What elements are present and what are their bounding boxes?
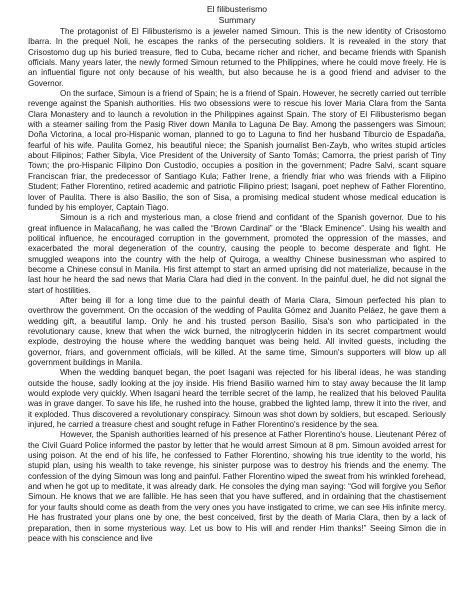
document-subtitle: Summary — [218, 15, 256, 25]
paragraph-3: Simoun is a rich and mysterious man, a close friend and confidant of the Spanish governor. Due to his great influence in Malacañang, he was called the “Brown Cardinal” or the “Black Eminence”. Using his wealth and political influence, he encouraged corruption in the government, promoted the oppression of the masses, and exacerbated the moral degeneration of the country, causing the people to become desperate and fight. He smuggled weapons into the country with the help of Quiroga, a wealthy Chinese businessman who aspired to become a Chinese consul in Manila. His first attempt to start an armed uprising did not materialize, because in the last hour he heard the sad news that Maria Clara had died in the convent. In the painful duel, he did not signal the start of hostilities. — [28, 213, 446, 295]
document-body — [28, 27, 446, 544]
paragraph-4: After being ill for a long time due to the painful death of Maria Clara, Simoun perfected his plan to overthrow the government. On the occasion of the wedding of Paulita Gómez and Juanito Peláez, he gave them a wedding gift, a beautiful lamp. Only he and his trusted person Basilio, Sisa's son who participated in the revolutionary cause, knew that when the wick burned, the nitroglycerin hidden in its secret compartment would explode, destroying the house where the wedding banquet was being held. All invited guests, including the governor, friars, and government officials, will be killed. At the same time, Simoun's supporters will blow up all government buildings in Manila. — [28, 295, 446, 367]
paragraph-6: However, the Spanish authorities learned of his presence at Father Florentino's house. Lieutenant Pérez of the Civil Guard Police informed the pastor by letter that he would arrest Simoun at 8 pm. Simoun avoided arrest for using poison. At the end of his life, he confessed to Father Florentino, showing his true identity to the world, his stupid plan, using his wealth to take revenge, his sinister purpose was to destroy his friends and the enemy. The confession of the dying Simoun was long and painful. Father Florentino wiped the sweat from his wrinkled forehead, and when he got up to meditate, it was already dark. He consoles the dying man saying: “God will forgive you Señor Simoun. He knows that we are fallible. He has seen that you have suffered, and in ordaining that the chastisement for your faults should come as death from the very ones you have instigated to crime, we can see His infinite mercy. He has frustrated your plans one by one, the best conceived, first by the death of Maria Clara, then by a lack of preparation, then in some mysterious way. Let us bow to His will and render Him thanks!” Seeing Simon die in peace with his conscience and live — [28, 430, 446, 543]
document-title: El filibusterismo — [206, 4, 268, 14]
paragraph-2: On the surface, Simoun is a friend of Spain; he is a friend of Spain. However, he secretly carried out terrible revenge against the Spanish authorities. His two obsessions were to rescue his lover Maria Clara from the Santa Clara Monastery and to launch a revolution in the Philippines against Spain. The story of El Filibusterismo began with a steamer sailing from the Pasig River down Manila to Laguna De Bay. Among the passengers was Simoun; Doña Victorina, a local pro-Hispanic woman, planned to go to Laguna to find her husband Tiburcio de Espadaña, fearful of his wife. Paulita Gomez, his beautiful niece; the Spanish journalist Ben-Zayb, who writes stupid articles about Filipinos; Father Sibyla, Vice President of the University of Santo Tomás; Camorra, the priest parish of Tiny Town; the pro-Hispanic Filipino Don Custodio, occupies a position in the government; Padre Salvi, scant square Franciscan friar, the predecessor of Santiago Kula; Father Irene, a friendly friar who was friends with a Filipino Student; Father Florentino, retired academic and patriotic Filipino priest; Isagani, poet nephew of Father Florentino, lover of Paulita. There is also Basilio, the son of Sisa, a promising medical student whose medical education is funded by his employer, Captain Tiago. — [28, 89, 446, 212]
paragraph-1: The protagonist of El Filibusterismo is a jeweler named Simoun. This is the new identity of Crisostomo Ibarra. In the prequel Noli, he escapes the ranks of the persecuting soldiers. It is revealed in the story that Crisostomo dug up his buried treasure, fled to Cuba, became richer and richer, and became friends with Spanish officials. Many years later, the newly formed Simoun returned to the Philippines, where he could move freely. He is an influential figure not only because of his wealth, but also because he is a good friend and adviser to the Governor. — [28, 27, 446, 88]
paragraph-5: When the wedding banquet began, the poet Isagani was rejected for his liberal ideas, he was standing outside the house, sadly looking at the joy inside. His friend Basilio warned him to stay away because the lit lamp would explode very quickly. When Isagani heard the terrible secret of the lamp, he realized that his beloved Paulita was in grave danger. To save his life, he rushed into the house, grabbed the lighted lamp, threw it into the river, and it exploded. Thus discovered a revolutionary conspiracy. Simoun was shot down by soldiers, but escaped. Seriously injured, he carried a treasure chest and sought refuge in Father Florentino's residence by the sea. — [28, 368, 446, 430]
